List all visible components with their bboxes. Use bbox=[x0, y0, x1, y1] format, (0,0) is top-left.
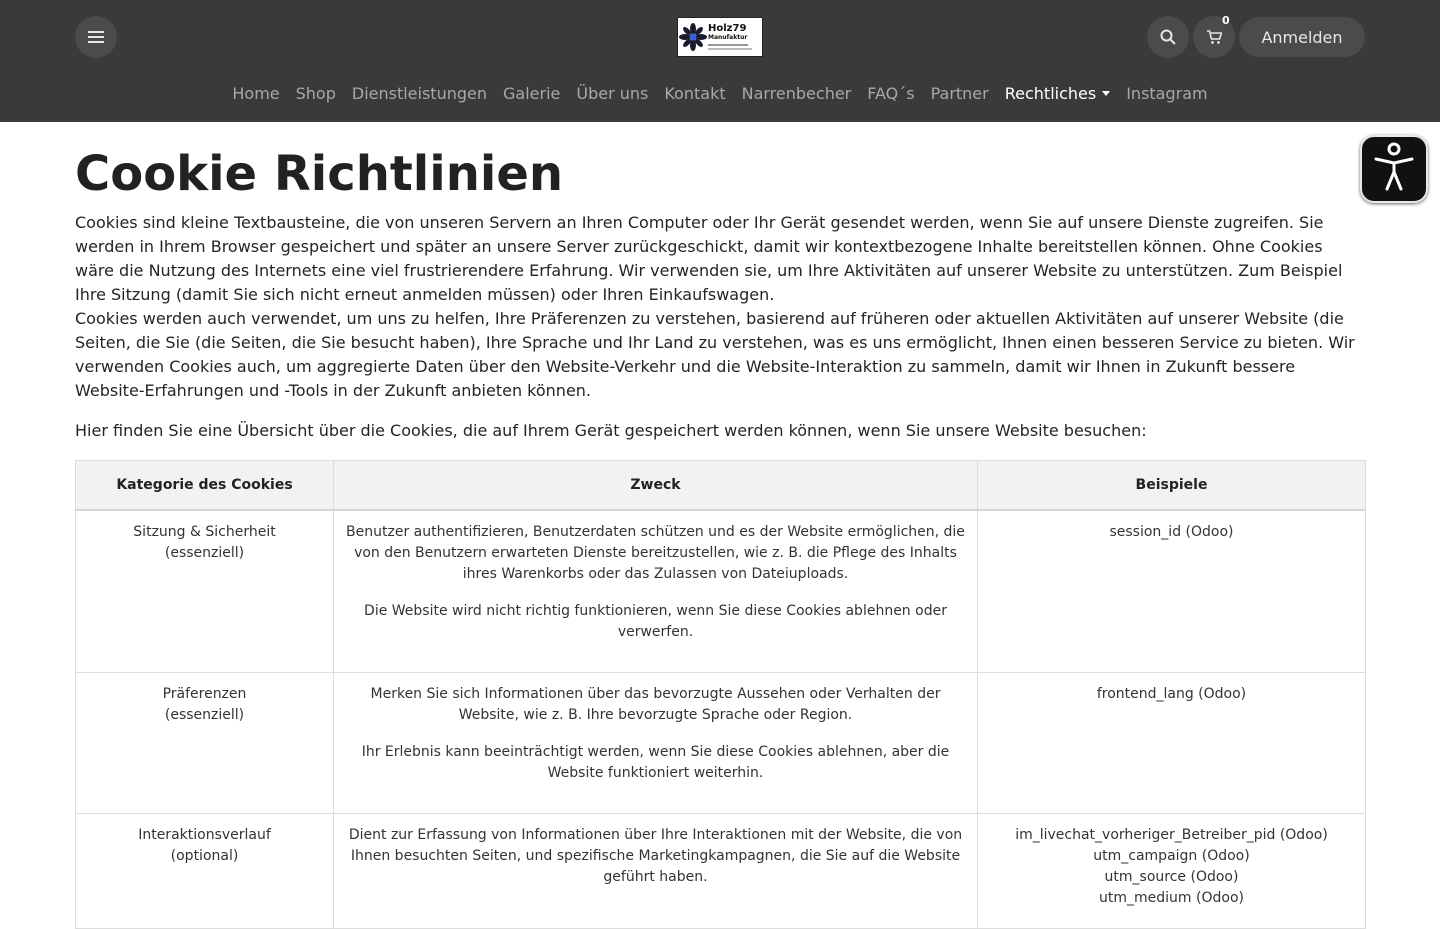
intro-paragraph-2: Cookies werden auch verwendet, um uns zu helfen, Ihre Präferenzen zu verstehen, basierend auf früheren oder aktuellen Aktivitäten auf unserer Website (die Seiten, die Sie (die Seiten, die Sie besucht haben), Ihre Sprache und Ihr Land zu verstehen, was es uns ermöglicht, Ihnen einen besseren Service zu bieten. Wir verwenden Cookies auch, um aggregierte Daten über den Website-Verkehr und die Website-Interaktion zu sammeln, damit wir Ihnen in Zukunft bessere Website-Erfahrungen und -Tools in der Zukunft anbieten können. bbox=[75, 309, 1355, 400]
example-cookie: frontend_lang (Odoo) bbox=[1096, 685, 1247, 702]
examples-cell bbox=[978, 813, 1366, 928]
category-cell bbox=[76, 510, 334, 672]
purpose-text: Merken Sie sich Informationen über das bevorzugte Aussehen oder Verhalten der Website, wie z. B. Ihre bevorzugte Sprache oder Region. bbox=[370, 685, 941, 723]
nav-item-ueber-uns[interactable]: Über uns bbox=[576, 84, 649, 103]
example-cookie: session_id (Odoo) bbox=[1109, 524, 1234, 540]
site-logo[interactable] bbox=[677, 17, 763, 57]
column-header: Zweck bbox=[334, 461, 978, 511]
nav-item-partner[interactable]: Partner bbox=[930, 84, 989, 103]
purpose-note: Die Website wird nicht richtig funktionieren, wenn Sie diese Cookies ablehnen oder verwerfen. bbox=[364, 603, 947, 640]
nav-item-shop[interactable]: Shop bbox=[295, 84, 336, 103]
purpose-cell bbox=[334, 813, 978, 928]
accessibility-icon bbox=[1366, 139, 1422, 199]
table-row bbox=[76, 813, 1366, 928]
category-cell bbox=[76, 813, 334, 928]
example-cookie: im_livechat_vorheriger_Betreiber_pid (Odoo) bbox=[1015, 826, 1328, 843]
nav-item-faqs[interactable]: FAQ´s bbox=[867, 84, 915, 103]
purpose-cell bbox=[334, 510, 978, 672]
table-row bbox=[76, 510, 1366, 672]
purpose-cell bbox=[334, 672, 978, 813]
example-cookie: utm_campaign (Odoo) bbox=[1093, 847, 1250, 864]
examples-cell bbox=[978, 510, 1366, 672]
search-icon bbox=[1160, 29, 1176, 45]
category-name: Sitzung & Sicherheit bbox=[133, 524, 276, 540]
column-header: Kategorie des Cookies bbox=[76, 461, 334, 511]
column-header: Beispiele bbox=[978, 461, 1366, 511]
logo-fineprint bbox=[708, 44, 748, 46]
nav-item-narrenbecher[interactable]: Narrenbecher bbox=[741, 84, 852, 103]
logo-title: Holz79 bbox=[708, 23, 747, 34]
menu-icon bbox=[88, 30, 104, 44]
purpose-note: Ihr Erlebnis kann beeinträchtigt werden, wenn Sie diese Cookies ablehnen, aber die Website funktioniert weiterhin. bbox=[361, 743, 950, 781]
site-header bbox=[0, 0, 1440, 122]
example-cookie: utm_source (Odoo) bbox=[1104, 868, 1239, 885]
overview-text: Hier finden Sie eine Übersicht über die Cookies, die auf Ihrem Gerät gespeichert werden können, wenn Sie unsere Website besuchen: bbox=[75, 421, 1147, 440]
examples-cell bbox=[978, 672, 1366, 813]
nav-item-kontakt[interactable]: Kontakt bbox=[664, 84, 726, 103]
purpose-text: Benutzer authentifizieren, Benutzerdaten schützen und es der Website ermöglichen, die von den Benutzern erwarteten Dienste bereitzustellen, wie z. B. die Pflege des Inhalts ihres Warenkorbs oder das Zulassen von Dateiuploads. bbox=[346, 524, 965, 582]
purpose-text: Dient zur Erfassung von Informationen über Ihre Interaktionen mit der Website, die von Ihnen besuchten Seiten, und spezifische Marketingkampagnen, die Sie auf die Website geführt haben. bbox=[348, 826, 963, 885]
main-navigation bbox=[0, 82, 1440, 106]
logo-subtitle: Manufaktur bbox=[708, 34, 748, 41]
logo-fineprint bbox=[708, 48, 752, 50]
login-button[interactable]: Anmelden bbox=[1239, 17, 1365, 57]
example-cookie: utm_medium (Odoo) bbox=[1099, 889, 1244, 906]
caret-down-icon bbox=[1102, 91, 1110, 96]
table-header-row bbox=[76, 461, 1366, 511]
nav-item-instagram[interactable]: Instagram bbox=[1126, 84, 1208, 103]
cookie-table bbox=[75, 460, 1366, 929]
nav-item-rechtliches-dropdown[interactable] bbox=[997, 82, 1118, 106]
category-name: Präferenzen bbox=[162, 685, 247, 702]
accessibility-button[interactable] bbox=[1360, 135, 1428, 203]
intro-paragraph-1: Cookies sind kleine Textbausteine, die von unseren Servern an Ihren Computer oder Ihr Gerät gesendet werden, wenn Sie auf unsere Dienste zugreifen. Sie werden in Ihrem Browser gespeichert und später an unsere Server zurückgeschickt, damit wir kontextbezogene Inhalte bereitstellen können. Ohne Cookies wäre die Nutzung des Internets eine viel frustrierendere Erfahrung. Wir verwenden sie, um Ihre Aktivitäten auf unserer Website zu unterstützen. Zum Beispiel Ihre Sitzung (damit Sie sich nicht erneut anmelden müssen) oder Ihren Einkaufswagen. bbox=[75, 213, 1343, 304]
page-title: Cookie Richtlinien bbox=[75, 146, 564, 202]
category-type: (essenziell) bbox=[164, 706, 245, 723]
category-type: (optional) bbox=[170, 847, 239, 864]
category-type: (essenziell) bbox=[164, 545, 245, 561]
edelweiss-logo-icon bbox=[678, 19, 708, 55]
category-cell bbox=[76, 672, 334, 813]
search-button[interactable] bbox=[1147, 16, 1189, 58]
nav-item-dienstleistungen[interactable]: Dienstleistungen bbox=[351, 84, 487, 103]
nav-item-galerie[interactable]: Galerie bbox=[503, 84, 561, 103]
table-row bbox=[76, 672, 1366, 813]
cart-icon bbox=[1206, 29, 1222, 45]
intro-text bbox=[75, 211, 1365, 403]
nav-item-rechtliches-label: Rechtliches bbox=[1004, 84, 1097, 103]
category-name: Interaktionsverlauf bbox=[138, 826, 271, 843]
cart-count-badge: 0 bbox=[1222, 14, 1230, 27]
nav-item-home[interactable]: Home bbox=[232, 84, 280, 103]
menu-button[interactable] bbox=[75, 16, 117, 58]
